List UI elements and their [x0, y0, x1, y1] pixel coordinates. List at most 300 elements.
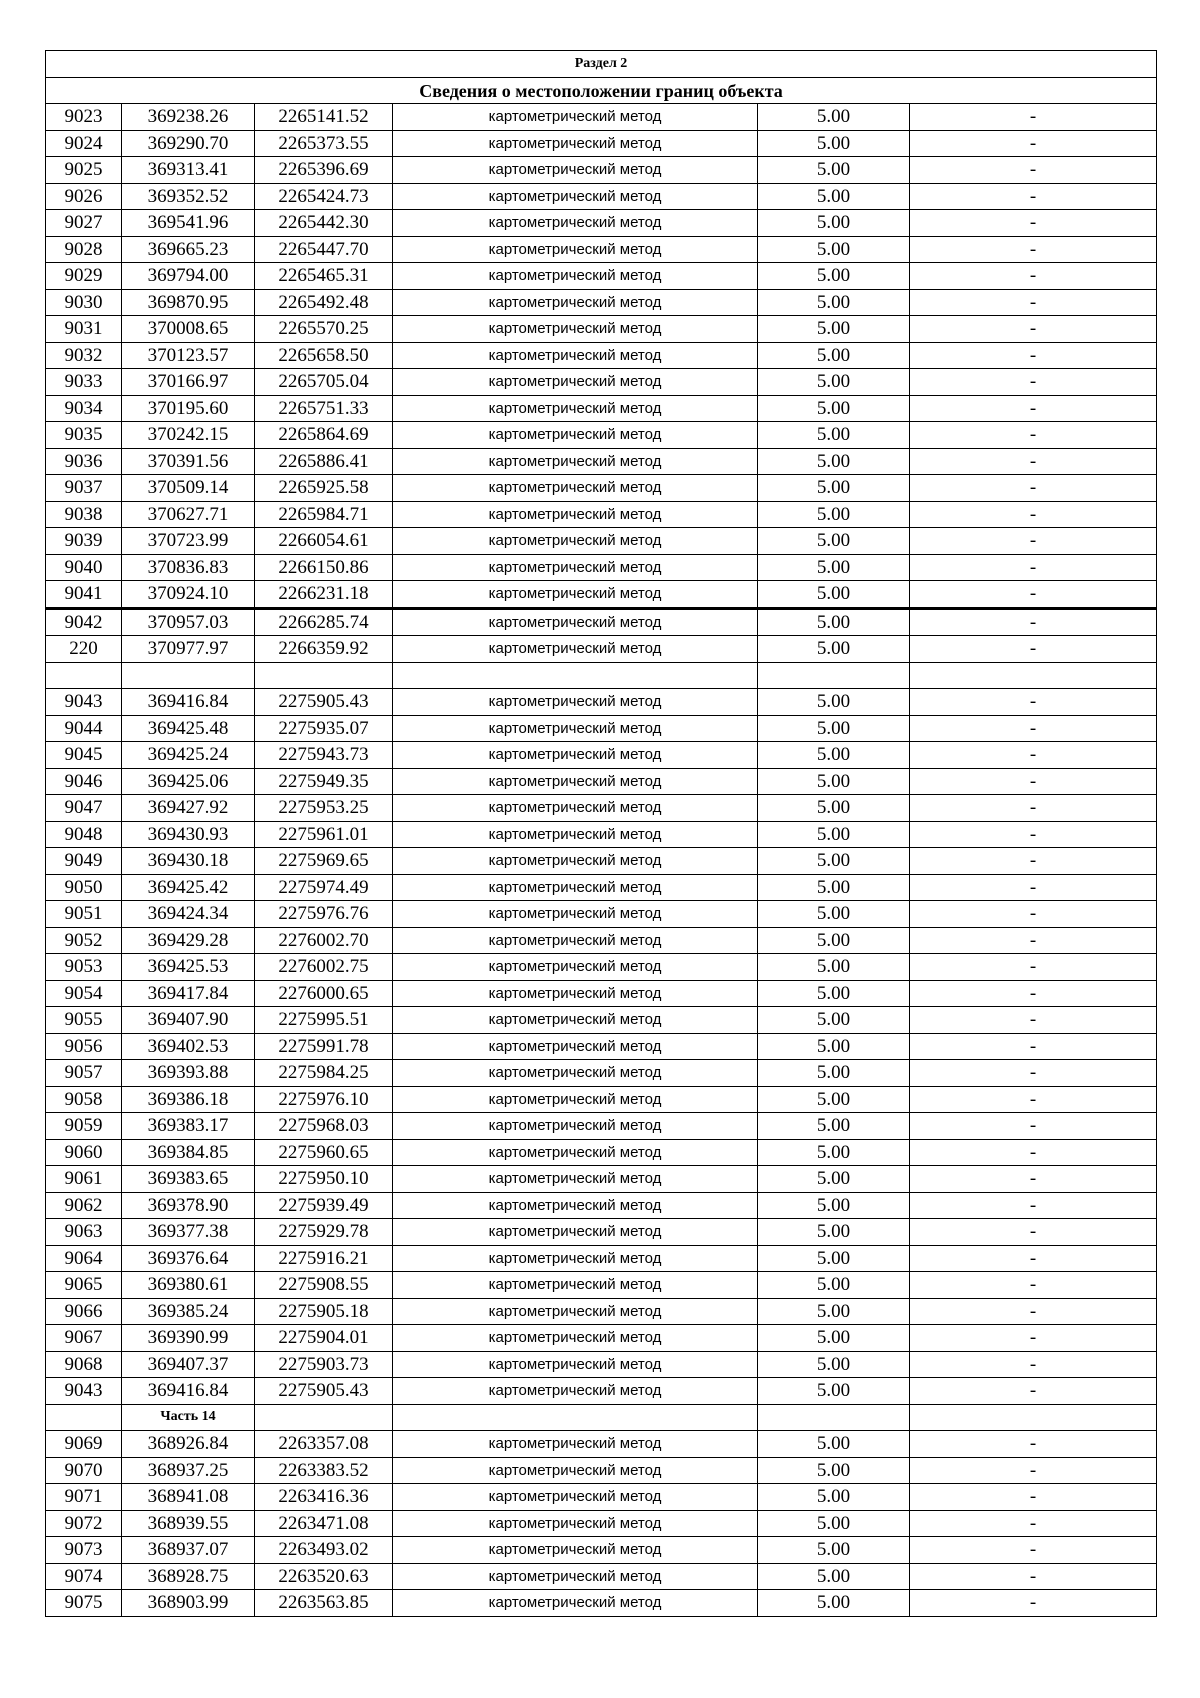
method-cell: картометрический метод: [393, 210, 758, 237]
accuracy-cell: 5.00: [758, 980, 910, 1007]
method-cell: картометрический метод: [393, 1378, 758, 1405]
method-cell: картометрический метод: [393, 795, 758, 822]
y-coordinate-cell: 2275929.78: [255, 1219, 393, 1246]
table-row: [46, 636, 1157, 663]
x-coordinate-cell: 370977.97: [122, 636, 255, 663]
x-coordinate-cell: 370195.60: [122, 395, 255, 422]
point-number-cell: 9061: [46, 1166, 122, 1193]
note-cell: [910, 662, 1157, 689]
x-coordinate-cell: 369377.38: [122, 1219, 255, 1246]
point-number-cell: 9064: [46, 1245, 122, 1272]
table-row: [46, 581, 1157, 609]
accuracy-cell: 5.00: [758, 1431, 910, 1458]
accuracy-cell: 5.00: [758, 1510, 910, 1537]
y-coordinate-cell: 2276002.70: [255, 927, 393, 954]
point-number-cell: 9056: [46, 1033, 122, 1060]
table-row: [46, 608, 1157, 636]
method-cell: картометрический метод: [393, 1484, 758, 1511]
method-cell: картометрический метод: [393, 1272, 758, 1299]
method-cell: картометрический метод: [393, 528, 758, 555]
y-coordinate-cell: 2276000.65: [255, 980, 393, 1007]
x-coordinate-cell: 369390.99: [122, 1325, 255, 1352]
table-row: [46, 662, 1157, 689]
point-number-cell: [46, 1404, 122, 1431]
note-cell: -: [910, 1033, 1157, 1060]
note-cell: -: [910, 157, 1157, 184]
table-row: [46, 768, 1157, 795]
y-coordinate-cell: 2275903.73: [255, 1351, 393, 1378]
x-coordinate-cell: 369416.84: [122, 689, 255, 716]
x-coordinate-cell: 369238.26: [122, 104, 255, 131]
point-number-cell: 9032: [46, 342, 122, 369]
method-cell: картометрический метод: [393, 1139, 758, 1166]
note-cell: -: [910, 636, 1157, 663]
y-coordinate-cell: 2275939.49: [255, 1192, 393, 1219]
y-coordinate-cell: 2275968.03: [255, 1113, 393, 1140]
table-row: [46, 1272, 1157, 1299]
point-number-cell: 9060: [46, 1139, 122, 1166]
method-cell: [393, 1404, 758, 1431]
point-number-cell: 9029: [46, 263, 122, 290]
note-cell: -: [910, 1245, 1157, 1272]
table-row: [46, 1537, 1157, 1564]
accuracy-cell: 5.00: [758, 1325, 910, 1352]
point-number-cell: 9051: [46, 901, 122, 928]
y-coordinate-cell: 2266150.86: [255, 554, 393, 581]
table-row: [46, 1113, 1157, 1140]
point-number-cell: 9058: [46, 1086, 122, 1113]
note-cell: [910, 1404, 1157, 1431]
method-cell: картометрический метод: [393, 927, 758, 954]
x-coordinate-cell: 369407.37: [122, 1351, 255, 1378]
note-cell: -: [910, 236, 1157, 263]
table-row: [46, 1590, 1157, 1617]
note-cell: -: [910, 1272, 1157, 1299]
method-cell: картометрический метод: [393, 1431, 758, 1458]
point-number-cell: 9024: [46, 130, 122, 157]
x-coordinate-cell: 370836.83: [122, 554, 255, 581]
table-row: [46, 130, 1157, 157]
x-coordinate-cell: 369352.52: [122, 183, 255, 210]
point-number-cell: 9026: [46, 183, 122, 210]
method-cell: картометрический метод: [393, 422, 758, 449]
accuracy-cell: 5.00: [758, 289, 910, 316]
y-coordinate-cell: 2266054.61: [255, 528, 393, 555]
accuracy-cell: 5.00: [758, 1563, 910, 1590]
accuracy-cell: 5.00: [758, 795, 910, 822]
note-cell: -: [910, 1086, 1157, 1113]
accuracy-cell: 5.00: [758, 1272, 910, 1299]
table-row: [46, 1007, 1157, 1034]
y-coordinate-cell: 2265925.58: [255, 475, 393, 502]
table-row: [46, 369, 1157, 396]
y-coordinate-cell: 2275974.49: [255, 874, 393, 901]
x-coordinate-cell: 370166.97: [122, 369, 255, 396]
y-coordinate-cell: 2275953.25: [255, 795, 393, 822]
x-coordinate-cell: 368937.07: [122, 1537, 255, 1564]
point-number-cell: 9075: [46, 1590, 122, 1617]
table-row: [46, 1484, 1157, 1511]
y-coordinate-cell: 2275976.76: [255, 901, 393, 928]
note-cell: -: [910, 715, 1157, 742]
table-row: [46, 1192, 1157, 1219]
method-cell: картометрический метод: [393, 475, 758, 502]
table-row: [46, 901, 1157, 928]
method-cell: картометрический метод: [393, 395, 758, 422]
table-row: [46, 795, 1157, 822]
y-coordinate-cell: 2265424.73: [255, 183, 393, 210]
method-cell: картометрический метод: [393, 1298, 758, 1325]
point-number-cell: 9035: [46, 422, 122, 449]
method-cell: картометрический метод: [393, 236, 758, 263]
y-coordinate-cell: 2263493.02: [255, 1537, 393, 1564]
y-coordinate-cell: 2275969.65: [255, 848, 393, 875]
point-number-cell: 9033: [46, 369, 122, 396]
accuracy-cell: [758, 1404, 910, 1431]
method-cell: картометрический метод: [393, 608, 758, 636]
method-cell: картометрический метод: [393, 1086, 758, 1113]
note-cell: -: [910, 1325, 1157, 1352]
y-coordinate-cell: 2266285.74: [255, 608, 393, 636]
x-coordinate-cell: 369429.28: [122, 927, 255, 954]
note-cell: -: [910, 1537, 1157, 1564]
note-cell: -: [910, 289, 1157, 316]
y-coordinate-cell: 2263563.85: [255, 1590, 393, 1617]
table-row: [46, 183, 1157, 210]
table-row: [46, 289, 1157, 316]
accuracy-cell: 5.00: [758, 395, 910, 422]
accuracy-cell: 5.00: [758, 104, 910, 131]
table-row: [46, 874, 1157, 901]
table-row: [46, 980, 1157, 1007]
x-coordinate-cell: 370123.57: [122, 342, 255, 369]
accuracy-cell: 5.00: [758, 528, 910, 555]
y-coordinate-cell: 2265396.69: [255, 157, 393, 184]
note-cell: -: [910, 342, 1157, 369]
x-coordinate-cell: 369417.84: [122, 980, 255, 1007]
x-coordinate-cell: 369427.92: [122, 795, 255, 822]
table-row: [46, 501, 1157, 528]
accuracy-cell: 5.00: [758, 901, 910, 928]
note-cell: -: [910, 1510, 1157, 1537]
note-cell: -: [910, 316, 1157, 343]
accuracy-cell: 5.00: [758, 1007, 910, 1034]
accuracy-cell: 5.00: [758, 316, 910, 343]
note-cell: -: [910, 104, 1157, 131]
accuracy-cell: 5.00: [758, 210, 910, 237]
y-coordinate-cell: 2275984.25: [255, 1060, 393, 1087]
point-number-cell: 9072: [46, 1510, 122, 1537]
accuracy-cell: 5.00: [758, 475, 910, 502]
method-cell: картометрический метод: [393, 316, 758, 343]
method-cell: картометрический метод: [393, 689, 758, 716]
method-cell: картометрический метод: [393, 581, 758, 609]
point-number-cell: 9057: [46, 1060, 122, 1087]
y-coordinate-cell: 2275916.21: [255, 1245, 393, 1272]
table-row: [46, 1325, 1157, 1352]
x-coordinate-cell: 369407.90: [122, 1007, 255, 1034]
method-cell: картометрический метод: [393, 501, 758, 528]
x-coordinate-cell: 369425.53: [122, 954, 255, 981]
note-cell: -: [910, 1298, 1157, 1325]
note-cell: -: [910, 448, 1157, 475]
x-coordinate-cell: 370391.56: [122, 448, 255, 475]
note-cell: -: [910, 369, 1157, 396]
accuracy-cell: 5.00: [758, 1537, 910, 1564]
method-cell: картометрический метод: [393, 821, 758, 848]
accuracy-cell: 5.00: [758, 581, 910, 609]
table-row: [46, 1563, 1157, 1590]
note-cell: -: [910, 210, 1157, 237]
x-coordinate-cell: 368928.75: [122, 1563, 255, 1590]
table-row: [46, 475, 1157, 502]
method-cell: картометрический метод: [393, 980, 758, 1007]
y-coordinate-cell: 2263520.63: [255, 1563, 393, 1590]
y-coordinate-cell: 2265705.04: [255, 369, 393, 396]
y-coordinate-cell: 2265447.70: [255, 236, 393, 263]
note-cell: -: [910, 501, 1157, 528]
point-number-cell: 9059: [46, 1113, 122, 1140]
y-coordinate-cell: 2263383.52: [255, 1457, 393, 1484]
accuracy-cell: 5.00: [758, 422, 910, 449]
y-coordinate-cell: 2275904.01: [255, 1325, 393, 1352]
accuracy-cell: 5.00: [758, 1033, 910, 1060]
point-number-cell: 9023: [46, 104, 122, 131]
x-coordinate-cell: 368939.55: [122, 1510, 255, 1537]
accuracy-cell: 5.00: [758, 1378, 910, 1405]
x-coordinate-cell: 369393.88: [122, 1060, 255, 1087]
accuracy-cell: 5.00: [758, 742, 910, 769]
point-number-cell: 9068: [46, 1351, 122, 1378]
note-cell: -: [910, 821, 1157, 848]
method-cell: картометрический метод: [393, 742, 758, 769]
x-coordinate-cell: 369378.90: [122, 1192, 255, 1219]
note-cell: -: [910, 795, 1157, 822]
accuracy-cell: 5.00: [758, 1113, 910, 1140]
method-cell: картометрический метод: [393, 1060, 758, 1087]
method-cell: картометрический метод: [393, 1351, 758, 1378]
accuracy-cell: 5.00: [758, 874, 910, 901]
point-number-cell: 9046: [46, 768, 122, 795]
accuracy-cell: 5.00: [758, 448, 910, 475]
table-row: [46, 689, 1157, 716]
method-cell: картометрический метод: [393, 1510, 758, 1537]
y-coordinate-cell: 2265373.55: [255, 130, 393, 157]
method-cell: картометрический метод: [393, 183, 758, 210]
method-cell: картометрический метод: [393, 263, 758, 290]
table-row: [46, 1431, 1157, 1458]
method-cell: картометрический метод: [393, 848, 758, 875]
point-number-cell: 9065: [46, 1272, 122, 1299]
x-coordinate-cell: 368926.84: [122, 1431, 255, 1458]
point-number-cell: 9030: [46, 289, 122, 316]
x-coordinate-cell: 370008.65: [122, 316, 255, 343]
note-cell: -: [910, 901, 1157, 928]
x-coordinate-cell: 369425.48: [122, 715, 255, 742]
x-coordinate-cell: 369402.53: [122, 1033, 255, 1060]
accuracy-cell: 5.00: [758, 1192, 910, 1219]
accuracy-cell: 5.00: [758, 821, 910, 848]
table-row: [46, 422, 1157, 449]
note-cell: -: [910, 1590, 1157, 1617]
note-cell: -: [910, 927, 1157, 954]
note-cell: -: [910, 1113, 1157, 1140]
accuracy-cell: 5.00: [758, 501, 910, 528]
y-coordinate-cell: 2275905.43: [255, 1378, 393, 1405]
table-row: [46, 342, 1157, 369]
table-row: [46, 263, 1157, 290]
table-row: [46, 395, 1157, 422]
x-coordinate-cell: 369425.42: [122, 874, 255, 901]
accuracy-cell: 5.00: [758, 369, 910, 396]
method-cell: картометрический метод: [393, 636, 758, 663]
method-cell: картометрический метод: [393, 157, 758, 184]
accuracy-cell: 5.00: [758, 554, 910, 581]
table-row: [46, 554, 1157, 581]
y-coordinate-cell: 2275995.51: [255, 1007, 393, 1034]
y-coordinate-cell: [255, 1404, 393, 1431]
accuracy-cell: 5.00: [758, 1351, 910, 1378]
accuracy-cell: 5.00: [758, 927, 910, 954]
point-number-cell: 9053: [46, 954, 122, 981]
method-cell: картометрический метод: [393, 289, 758, 316]
method-cell: картометрический метод: [393, 1166, 758, 1193]
accuracy-cell: 5.00: [758, 263, 910, 290]
x-coordinate-cell: 369794.00: [122, 263, 255, 290]
x-coordinate-cell: 369383.17: [122, 1113, 255, 1140]
note-cell: -: [910, 1060, 1157, 1087]
y-coordinate-cell: 2265442.30: [255, 210, 393, 237]
note-cell: -: [910, 1219, 1157, 1246]
method-cell: картометрический метод: [393, 1563, 758, 1590]
table-row: [46, 927, 1157, 954]
point-number-cell: 9041: [46, 581, 122, 609]
table-row: [46, 1378, 1157, 1405]
note-cell: -: [910, 980, 1157, 1007]
point-number-cell: 9039: [46, 528, 122, 555]
table-row: [46, 448, 1157, 475]
accuracy-cell: 5.00: [758, 342, 910, 369]
y-coordinate-cell: 2275908.55: [255, 1272, 393, 1299]
point-number-cell: 9028: [46, 236, 122, 263]
x-coordinate-cell: 369384.85: [122, 1139, 255, 1166]
note-cell: -: [910, 422, 1157, 449]
table-row: [46, 1086, 1157, 1113]
accuracy-cell: 5.00: [758, 1086, 910, 1113]
note-cell: -: [910, 1192, 1157, 1219]
table-row: [46, 1033, 1157, 1060]
accuracy-cell: [758, 662, 910, 689]
note-cell: -: [910, 742, 1157, 769]
method-cell: картометрический метод: [393, 1245, 758, 1272]
note-cell: -: [910, 130, 1157, 157]
table-row: [46, 1060, 1157, 1087]
point-number-cell: [46, 662, 122, 689]
y-coordinate-cell: 2276002.75: [255, 954, 393, 981]
accuracy-cell: 5.00: [758, 954, 910, 981]
accuracy-cell: 5.00: [758, 130, 910, 157]
method-cell: картометрический метод: [393, 874, 758, 901]
table-row: [46, 528, 1157, 555]
point-number-cell: 9042: [46, 608, 122, 636]
note-cell: -: [910, 1563, 1157, 1590]
method-cell: картометрический метод: [393, 1590, 758, 1617]
point-number-cell: 9043: [46, 1378, 122, 1405]
table-row: [46, 104, 1157, 131]
method-cell: картометрический метод: [393, 1219, 758, 1246]
x-coordinate-cell: 369386.18: [122, 1086, 255, 1113]
table-row: [46, 1298, 1157, 1325]
note-cell: -: [910, 1431, 1157, 1458]
accuracy-cell: 5.00: [758, 715, 910, 742]
x-coordinate-cell: 370723.99: [122, 528, 255, 555]
accuracy-cell: 5.00: [758, 1457, 910, 1484]
accuracy-cell: 5.00: [758, 1139, 910, 1166]
method-cell: картометрический метод: [393, 1537, 758, 1564]
point-number-cell: 9038: [46, 501, 122, 528]
method-cell: картометрический метод: [393, 954, 758, 981]
method-cell: картометрический метод: [393, 901, 758, 928]
note-cell: -: [910, 768, 1157, 795]
y-coordinate-cell: 2275905.43: [255, 689, 393, 716]
y-coordinate-cell: 2275949.35: [255, 768, 393, 795]
x-coordinate-cell: 370627.71: [122, 501, 255, 528]
accuracy-cell: 5.00: [758, 1484, 910, 1511]
method-cell: картометрический метод: [393, 1325, 758, 1352]
point-number-cell: 9052: [46, 927, 122, 954]
y-coordinate-cell: 2275943.73: [255, 742, 393, 769]
x-coordinate-cell: 370242.15: [122, 422, 255, 449]
y-coordinate-cell: 2265886.41: [255, 448, 393, 475]
point-number-cell: 9071: [46, 1484, 122, 1511]
x-coordinate-cell: 368941.08: [122, 1484, 255, 1511]
note-cell: -: [910, 1166, 1157, 1193]
point-number-cell: 9069: [46, 1431, 122, 1458]
point-number-cell: 220: [46, 636, 122, 663]
x-coordinate-cell: 369870.95: [122, 289, 255, 316]
point-number-cell: 9074: [46, 1563, 122, 1590]
note-cell: -: [910, 1007, 1157, 1034]
x-coordinate-cell: 369424.34: [122, 901, 255, 928]
y-coordinate-cell: 2265751.33: [255, 395, 393, 422]
note-cell: -: [910, 1139, 1157, 1166]
point-number-cell: 9031: [46, 316, 122, 343]
y-coordinate-cell: 2275935.07: [255, 715, 393, 742]
table-title: Сведения о местоположении границ объекта: [46, 78, 1157, 104]
y-coordinate-cell: 2265984.71: [255, 501, 393, 528]
point-number-cell: 9037: [46, 475, 122, 502]
y-coordinate-cell: 2275960.65: [255, 1139, 393, 1166]
accuracy-cell: 5.00: [758, 183, 910, 210]
note-cell: -: [910, 848, 1157, 875]
point-number-cell: 9040: [46, 554, 122, 581]
part-header-row: [46, 1404, 1157, 1431]
accuracy-cell: 5.00: [758, 1298, 910, 1325]
x-coordinate-cell: 369425.06: [122, 768, 255, 795]
note-cell: -: [910, 528, 1157, 555]
point-number-cell: 9070: [46, 1457, 122, 1484]
y-coordinate-cell: 2275961.01: [255, 821, 393, 848]
note-cell: -: [910, 1484, 1157, 1511]
method-cell: [393, 662, 758, 689]
table-row: [46, 821, 1157, 848]
accuracy-cell: 5.00: [758, 1219, 910, 1246]
point-number-cell: 9047: [46, 795, 122, 822]
note-cell: -: [910, 581, 1157, 609]
y-coordinate-cell: [255, 662, 393, 689]
y-coordinate-cell: 2265492.48: [255, 289, 393, 316]
method-cell: картометрический метод: [393, 342, 758, 369]
